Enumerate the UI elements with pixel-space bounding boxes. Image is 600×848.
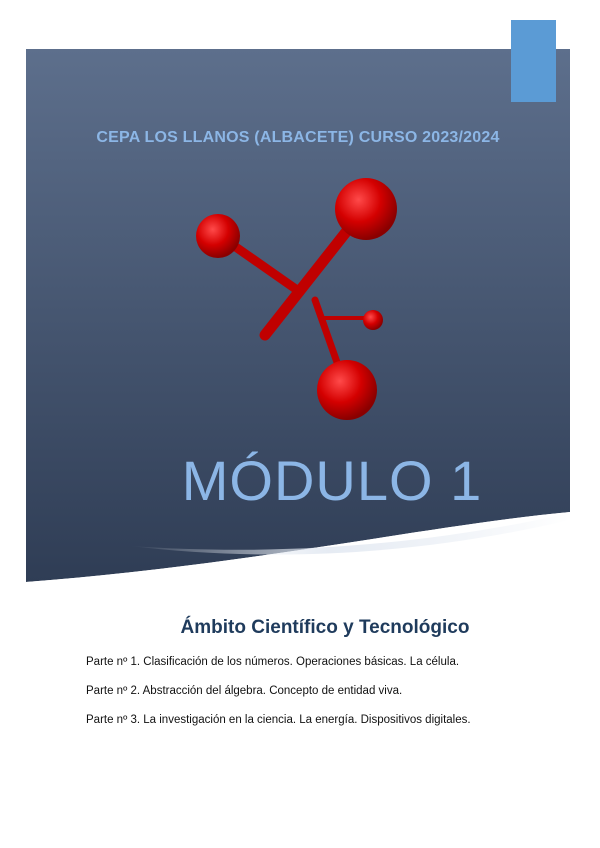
part-item-2: Parte nº 2. Abstracción del álgebra. Concepto de entidad viva. xyxy=(86,685,403,697)
part-item-1: Parte nº 1. Clasificación de los números. Operaciones básicas. La célula. xyxy=(86,656,460,668)
parts-list xyxy=(86,655,471,742)
subject-title: Ámbito Científico y Tecnológico xyxy=(180,617,470,638)
accent-tab xyxy=(511,20,556,102)
module-title: MÓDULO 1 xyxy=(181,449,483,512)
institution-heading: CEPA LOS LLANOS (ALBACETE) CURSO 2023/2024 xyxy=(96,129,500,146)
part-item-3: Parte nº 3. La investigación en la ciencia. La energía. Dispositivos digitales. xyxy=(86,714,471,726)
